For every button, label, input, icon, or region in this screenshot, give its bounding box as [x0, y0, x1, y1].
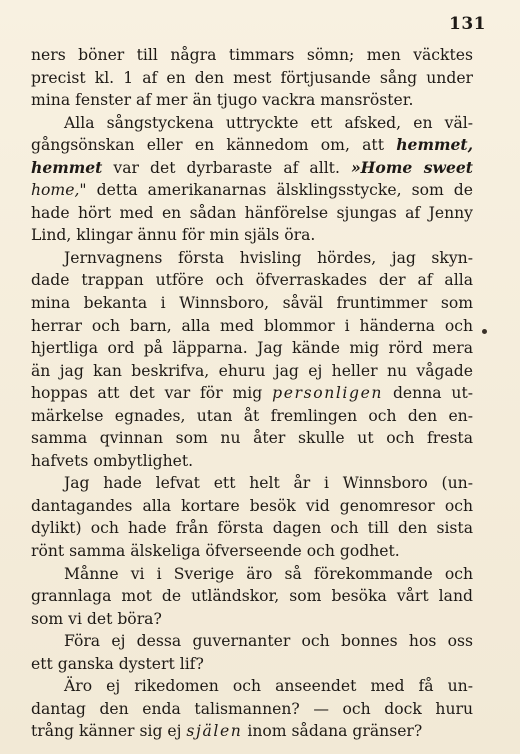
- text-line: [31, 427, 473, 450]
- text-line: [31, 382, 473, 405]
- text-line: [31, 179, 473, 202]
- text-run: Lind, klingar ännu för min själs öra.: [31, 226, 316, 245]
- emphasized-text: personligen: [272, 384, 384, 403]
- text-run: Månne vi i Sverige äro så förekommande och: [64, 564, 473, 583]
- text-line: [31, 450, 473, 473]
- text-run: dantagandes alla kortare besök vid genomresor och: [31, 496, 473, 515]
- text-line: [31, 44, 473, 67]
- text-line: [31, 495, 473, 518]
- text-line: [31, 315, 473, 338]
- text-run: som vi det böra?: [31, 609, 162, 628]
- text-run: ett ganska dystert lif?: [31, 654, 204, 673]
- text-run: märkelse egnades, utan åt fremlingen och den en-: [31, 406, 473, 425]
- emphasized-text: själen: [186, 722, 243, 741]
- text-run: mina fenster af mer än tjugo vackra mansröster.: [31, 91, 414, 110]
- text-line: [31, 67, 473, 90]
- text-run: Föra ej dessa guvernanter och bonnes hos oss: [64, 632, 473, 651]
- text-run: dantag den enda talismannen? — och dock huru: [31, 699, 473, 718]
- text-line: [31, 202, 473, 225]
- text-run: Alla sångstyckena uttryckte ett afsked, en väl-: [64, 113, 473, 132]
- page-number: 131: [449, 14, 486, 34]
- text-run: dade trappan utföre och öfverraskades der af alla: [31, 271, 473, 290]
- text-run: hafvets ombytlighet.: [31, 451, 194, 470]
- text-run: hoppas att det var för mig: [31, 384, 273, 403]
- text-line: [31, 608, 473, 631]
- text-run: gångsönskan eller en kännedom om, att: [31, 136, 397, 155]
- text-line: [31, 337, 473, 360]
- text-run: grannlaga mot de utländskor, som besöka vårt land: [31, 587, 473, 606]
- text-line: [31, 675, 473, 698]
- text-line: [31, 360, 473, 383]
- text-line: [31, 472, 473, 495]
- text-run: denna ut-: [383, 384, 473, 403]
- text-run: dylikt) och hade från första dagen och till den sista: [31, 519, 473, 538]
- text-run: Jernvagnens första hvisling hördes, jag skyn-: [64, 248, 473, 267]
- text-run: ners böner till några timmars sömn; men väcktes: [31, 46, 473, 64]
- text-line: [31, 653, 473, 676]
- text-line: [31, 405, 473, 428]
- text-run: hade hört med en sådan hänförelse sjungas af Jenny: [31, 203, 473, 222]
- text-run: inom sådana gränser?: [242, 722, 423, 741]
- text-run: trång känner sig ej: [31, 722, 187, 741]
- text-run: hjertliga ord på läpparna. Jag kände mig rörd mera: [31, 339, 473, 358]
- text-run: än jag kan beskrifva, ehuru jag ej heller nu vågade: [31, 361, 473, 380]
- text-line: [31, 112, 473, 135]
- text-run: precist kl. 1 af en den mest förtjusande sång under: [31, 68, 473, 87]
- text-run: rönt samma älskeliga öfverseende och godhet.: [31, 542, 400, 561]
- text-run: Jag hade lefvat ett helt år i Winnsboro (un-: [64, 474, 473, 493]
- emphasized-text: hemmet,: [396, 135, 473, 155]
- text-run: " detta amerikanarnas älsklingsstycke, som de: [79, 181, 473, 200]
- text-run: herrar och barn, alla med blommor i händerna och: [31, 316, 473, 335]
- emphasized-text: »Home sweet: [350, 157, 473, 177]
- text-line: [31, 517, 473, 540]
- text-line: [31, 89, 473, 112]
- text-line: [31, 269, 473, 292]
- text-line: [31, 585, 473, 608]
- text-line: [31, 630, 473, 653]
- text-line: [31, 224, 473, 247]
- text-run: mina bekanta i Winnsboro, såväl fruntimmer som: [31, 294, 473, 313]
- emphasized-text: hemmet: [31, 157, 103, 177]
- text-line: [31, 540, 473, 563]
- ink-speck: [482, 329, 487, 334]
- text-run: samma qvinnan som nu åter skulle ut och fresta: [31, 429, 473, 448]
- text-run: Äro ej rikedomen och anseendet med få un-: [64, 677, 473, 696]
- body-text: [31, 44, 473, 743]
- text-line: [31, 157, 473, 180]
- text-line: [31, 720, 473, 743]
- text-line: [31, 292, 473, 315]
- emphasized-text: home,: [31, 181, 80, 200]
- text-line: [31, 247, 473, 270]
- text-line: [31, 134, 473, 157]
- text-run: var det dyrbaraste af allt.: [102, 158, 351, 177]
- text-line: [31, 563, 473, 586]
- text-line: [31, 698, 473, 721]
